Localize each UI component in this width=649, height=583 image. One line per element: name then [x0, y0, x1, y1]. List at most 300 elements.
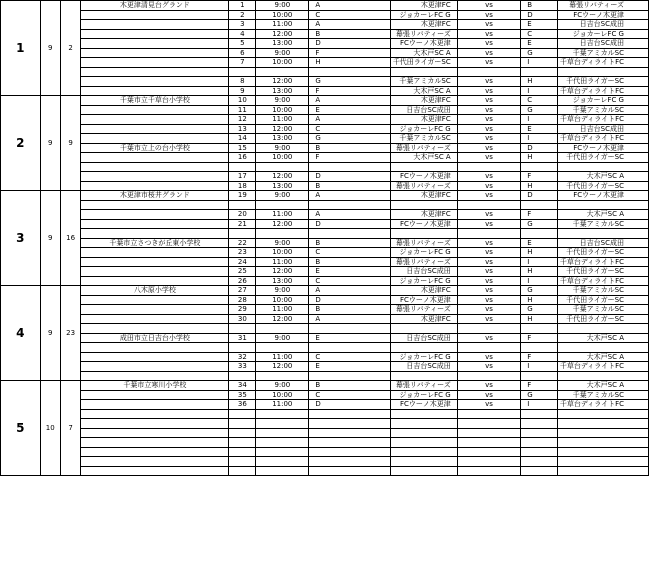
vs-label: vs — [457, 96, 520, 106]
away-team — [557, 447, 648, 457]
match-number: 33 — [229, 362, 256, 372]
away-team: 日吉台SC成田 — [557, 20, 648, 30]
kickoff-time: 12:00 — [256, 314, 309, 324]
vs-label: vs — [457, 295, 520, 305]
home-team — [390, 162, 457, 172]
match-number: 12 — [229, 115, 256, 125]
away-team: 千代田ライガーSC — [557, 267, 648, 277]
away-team: 大木戸SC A — [557, 172, 648, 182]
away-group: H — [521, 267, 558, 277]
match-number: 16 — [229, 153, 256, 163]
away-team: 大木戸SC A — [557, 333, 648, 343]
vs-label: vs — [457, 115, 520, 125]
vs-label: vs — [457, 39, 520, 49]
match-number: 27 — [229, 286, 256, 296]
away-team: 千代田ライガーSC — [557, 153, 648, 163]
table-row — [1, 390, 649, 400]
away-team — [557, 438, 648, 448]
match-number — [229, 466, 256, 476]
venue-name — [81, 419, 229, 429]
away-group: G — [521, 219, 558, 229]
venue-name — [81, 134, 229, 144]
away-team — [557, 324, 648, 334]
round-month: 9 — [40, 96, 60, 191]
away-team: 大木戸SC A — [557, 210, 648, 220]
venue-name — [81, 248, 229, 258]
home-team: 千代田ライガーSC — [390, 58, 457, 68]
venue-name — [81, 400, 229, 410]
match-number — [229, 409, 256, 419]
vs-label: vs — [457, 105, 520, 115]
vs-label: vs — [457, 352, 520, 362]
kickoff-time — [256, 229, 309, 239]
table-row — [1, 286, 649, 296]
kickoff-time — [256, 419, 309, 429]
away-group: I — [521, 362, 558, 372]
venue-name: 八木原小学校 — [81, 286, 229, 296]
away-group — [521, 343, 558, 353]
home-team: 木更津FC — [390, 1, 457, 11]
kickoff-time — [256, 457, 309, 467]
away-team — [557, 428, 648, 438]
match-number: 13 — [229, 124, 256, 134]
table-row — [1, 295, 649, 305]
vs-label: vs — [457, 333, 520, 343]
kickoff-time — [256, 200, 309, 210]
kickoff-time — [256, 438, 309, 448]
away-group: I — [521, 86, 558, 96]
home-team: ジョカーレFC G — [390, 276, 457, 286]
vs-label — [457, 67, 520, 77]
venue-name — [81, 428, 229, 438]
match-number: 9 — [229, 86, 256, 96]
away-group: I — [521, 134, 558, 144]
venue-name — [81, 39, 229, 49]
home-team: 木更津FC — [390, 115, 457, 125]
match-number: 22 — [229, 238, 256, 248]
match-number: 31 — [229, 333, 256, 343]
match-number: 29 — [229, 305, 256, 315]
vs-label — [457, 447, 520, 457]
kickoff-time: 11:00 — [256, 115, 309, 125]
home-team: ジョカーレFC G — [390, 248, 457, 258]
venue-name: 木更津清見台グランド — [81, 1, 229, 11]
round-number: 2 — [1, 96, 41, 191]
home-group — [309, 371, 390, 381]
match-number: 5 — [229, 39, 256, 49]
match-number: 19 — [229, 191, 256, 201]
home-group: G — [309, 134, 390, 144]
round-month: 10 — [40, 381, 60, 476]
venue-name — [81, 86, 229, 96]
home-group: E — [309, 333, 390, 343]
away-team: 千草台ディライトFC — [557, 362, 648, 372]
away-group — [521, 200, 558, 210]
home-team: 日吉台SC成田 — [390, 105, 457, 115]
venue-name: 成田市立日吉台小学校 — [81, 333, 229, 343]
home-group: F — [309, 86, 390, 96]
vs-label — [457, 438, 520, 448]
home-team: 幕張リバティーズ — [390, 381, 457, 391]
home-group: C — [309, 276, 390, 286]
vs-label: vs — [457, 77, 520, 87]
match-number — [229, 447, 256, 457]
away-team: 千草台ディライトFC — [557, 276, 648, 286]
table-row — [1, 238, 649, 248]
round-day: 7 — [60, 381, 80, 476]
match-number — [229, 457, 256, 467]
home-team — [390, 428, 457, 438]
home-group: C — [309, 390, 390, 400]
home-team — [390, 229, 457, 239]
vs-label: vs — [457, 305, 520, 315]
match-number — [229, 419, 256, 429]
match-number: 20 — [229, 210, 256, 220]
match-number: 4 — [229, 29, 256, 39]
venue-name: 千葉市立寒川小学校 — [81, 381, 229, 391]
vs-label: vs — [457, 286, 520, 296]
home-team — [390, 67, 457, 77]
away-group: C — [521, 29, 558, 39]
home-group: F — [309, 153, 390, 163]
away-group: E — [521, 238, 558, 248]
away-group: I — [521, 115, 558, 125]
vs-label: vs — [457, 276, 520, 286]
table-row — [1, 371, 649, 381]
away-team — [557, 409, 648, 419]
home-group: C — [309, 352, 390, 362]
kickoff-time: 12:00 — [256, 267, 309, 277]
venue-name — [81, 257, 229, 267]
home-team: FCウーノ木更津 — [390, 295, 457, 305]
home-team: ジョカーレFC G — [390, 10, 457, 20]
away-group — [521, 324, 558, 334]
match-number: 36 — [229, 400, 256, 410]
away-team: FCウーノ木更津 — [557, 191, 648, 201]
match-number — [229, 162, 256, 172]
match-number: 14 — [229, 134, 256, 144]
match-number: 32 — [229, 352, 256, 362]
vs-label: vs — [457, 181, 520, 191]
home-team: 幕張リバティーズ — [390, 29, 457, 39]
vs-label: vs — [457, 124, 520, 134]
kickoff-time: 11:00 — [256, 257, 309, 267]
table-row — [1, 96, 649, 106]
away-team: 千草台ディライトFC — [557, 58, 648, 68]
venue-name — [81, 172, 229, 182]
home-group: B — [309, 238, 390, 248]
kickoff-time: 11:00 — [256, 210, 309, 220]
home-team: 木更津FC — [390, 191, 457, 201]
kickoff-time: 9:00 — [256, 381, 309, 391]
kickoff-time: 11:00 — [256, 305, 309, 315]
away-group: H — [521, 314, 558, 324]
away-team: 千葉アミカルSC — [557, 48, 648, 58]
away-group — [521, 438, 558, 448]
schedule-body — [1, 1, 649, 476]
away-team: 日吉台SC成田 — [557, 124, 648, 134]
away-team: 千葉アミカルSC — [557, 305, 648, 315]
table-row — [1, 86, 649, 96]
home-group: D — [309, 400, 390, 410]
venue-name — [81, 29, 229, 39]
venue-name — [81, 124, 229, 134]
away-team: 千代田ライガーSC — [557, 77, 648, 87]
away-group: E — [521, 124, 558, 134]
home-team — [390, 419, 457, 429]
away-team: 千葉アミカルSC — [557, 390, 648, 400]
kickoff-time — [256, 67, 309, 77]
venue-name — [81, 10, 229, 20]
vs-label: vs — [457, 29, 520, 39]
kickoff-time: 12:00 — [256, 29, 309, 39]
venue-name — [81, 219, 229, 229]
home-group: A — [309, 314, 390, 324]
table-row — [1, 77, 649, 87]
home-group — [309, 457, 390, 467]
away-group — [521, 162, 558, 172]
away-team: 千葉アミカルSC — [557, 105, 648, 115]
away-team: 日吉台SC成田 — [557, 39, 648, 49]
venue-name — [81, 438, 229, 448]
table-row — [1, 229, 649, 239]
venue-name: 千葉市立さつきが丘東小学校 — [81, 238, 229, 248]
away-group: I — [521, 58, 558, 68]
kickoff-time — [256, 162, 309, 172]
home-group — [309, 419, 390, 429]
away-team: 千代田ライガーSC — [557, 314, 648, 324]
home-team: 大木戸SC A — [390, 48, 457, 58]
away-group: D — [521, 191, 558, 201]
venue-name — [81, 20, 229, 30]
venue-name — [81, 267, 229, 277]
table-row — [1, 409, 649, 419]
away-team — [557, 343, 648, 353]
kickoff-time: 9:00 — [256, 143, 309, 153]
away-group — [521, 229, 558, 239]
vs-label: vs — [457, 267, 520, 277]
away-group: H — [521, 248, 558, 258]
kickoff-time: 13:00 — [256, 39, 309, 49]
away-group: D — [521, 143, 558, 153]
away-group: H — [521, 295, 558, 305]
round-number: 1 — [1, 1, 41, 96]
match-number: 7 — [229, 58, 256, 68]
table-row — [1, 153, 649, 163]
venue-name — [81, 314, 229, 324]
table-row — [1, 20, 649, 30]
away-team — [557, 371, 648, 381]
vs-label: vs — [457, 381, 520, 391]
home-group: A — [309, 191, 390, 201]
round-day: 9 — [60, 96, 80, 191]
venue-name — [81, 371, 229, 381]
home-group — [309, 409, 390, 419]
match-number — [229, 67, 256, 77]
match-number: 2 — [229, 10, 256, 20]
home-group: H — [309, 58, 390, 68]
kickoff-time: 11:00 — [256, 400, 309, 410]
table-row — [1, 29, 649, 39]
kickoff-time: 12:00 — [256, 362, 309, 372]
away-team: FCウーノ木更津 — [557, 10, 648, 20]
vs-label — [457, 466, 520, 476]
vs-label: vs — [457, 20, 520, 30]
table-row — [1, 162, 649, 172]
venue-name — [81, 210, 229, 220]
away-team: 幕張リバティーズ — [557, 1, 648, 11]
table-row — [1, 333, 649, 343]
table-row — [1, 343, 649, 353]
venue-name — [81, 447, 229, 457]
away-group: E — [521, 39, 558, 49]
home-team: 幕張リバティーズ — [390, 238, 457, 248]
away-team: 大木戸SC A — [557, 352, 648, 362]
venue-name — [81, 181, 229, 191]
venue-name — [81, 67, 229, 77]
venue-name — [81, 409, 229, 419]
home-group: C — [309, 124, 390, 134]
match-number: 24 — [229, 257, 256, 267]
kickoff-time: 9:00 — [256, 238, 309, 248]
venue-name — [81, 229, 229, 239]
away-team: 千葉アミカルSC — [557, 219, 648, 229]
venue-name — [81, 115, 229, 125]
home-team — [390, 447, 457, 457]
kickoff-time: 10:00 — [256, 390, 309, 400]
table-row — [1, 10, 649, 20]
vs-label — [457, 200, 520, 210]
match-number: 23 — [229, 248, 256, 258]
away-group: G — [521, 305, 558, 315]
vs-label — [457, 343, 520, 353]
home-group: A — [309, 115, 390, 125]
vs-label: vs — [457, 390, 520, 400]
kickoff-time: 13:00 — [256, 181, 309, 191]
venue-name — [81, 153, 229, 163]
table-row — [1, 305, 649, 315]
table-row — [1, 219, 649, 229]
vs-label — [457, 428, 520, 438]
kickoff-time: 12:00 — [256, 124, 309, 134]
vs-label: vs — [457, 191, 520, 201]
home-group: C — [309, 248, 390, 258]
home-group: A — [309, 210, 390, 220]
vs-label — [457, 162, 520, 172]
vs-label: vs — [457, 10, 520, 20]
vs-label — [457, 457, 520, 467]
venue-name — [81, 305, 229, 315]
kickoff-time: 10:00 — [256, 153, 309, 163]
away-team: ジョカーレFC G — [557, 96, 648, 106]
away-group: B — [521, 1, 558, 11]
kickoff-time: 12:00 — [256, 77, 309, 87]
vs-label: vs — [457, 362, 520, 372]
table-row — [1, 362, 649, 372]
home-group — [309, 324, 390, 334]
home-group: A — [309, 1, 390, 11]
away-team — [557, 419, 648, 429]
away-team: 千代田ライガーSC — [557, 181, 648, 191]
home-group — [309, 428, 390, 438]
home-team: 幕張リバティーズ — [390, 181, 457, 191]
home-team: 木更津FC — [390, 96, 457, 106]
venue-name — [81, 390, 229, 400]
kickoff-time: 13:00 — [256, 134, 309, 144]
home-team: 幕張リバティーズ — [390, 257, 457, 267]
away-group — [521, 371, 558, 381]
match-number: 3 — [229, 20, 256, 30]
table-row — [1, 210, 649, 220]
venue-name — [81, 457, 229, 467]
away-group — [521, 428, 558, 438]
match-number: 28 — [229, 295, 256, 305]
home-team: FCウーノ木更津 — [390, 400, 457, 410]
home-group: A — [309, 286, 390, 296]
away-team: 大木戸SC A — [557, 381, 648, 391]
match-number: 8 — [229, 77, 256, 87]
away-team — [557, 466, 648, 476]
round-number: 3 — [1, 191, 41, 286]
table-row — [1, 419, 649, 429]
match-number: 17 — [229, 172, 256, 182]
home-group: B — [309, 381, 390, 391]
table-row — [1, 447, 649, 457]
table-row — [1, 352, 649, 362]
kickoff-time: 10:00 — [256, 58, 309, 68]
home-team: ジョカーレFC G — [390, 124, 457, 134]
venue-name — [81, 352, 229, 362]
home-team: 木更津FC — [390, 20, 457, 30]
home-team: 千葉アミカルSC — [390, 134, 457, 144]
away-team: 千草台ディライトFC — [557, 400, 648, 410]
home-group — [309, 466, 390, 476]
home-group: C — [309, 10, 390, 20]
home-group — [309, 162, 390, 172]
table-row — [1, 115, 649, 125]
home-group: D — [309, 219, 390, 229]
kickoff-time — [256, 371, 309, 381]
away-team: 千草台ディライトFC — [557, 115, 648, 125]
home-group: G — [309, 77, 390, 87]
vs-label — [457, 371, 520, 381]
venue-name — [81, 58, 229, 68]
away-group: D — [521, 10, 558, 20]
away-group: E — [521, 20, 558, 30]
home-team: 木更津FC — [390, 286, 457, 296]
away-group: F — [521, 210, 558, 220]
away-team — [557, 162, 648, 172]
match-number — [229, 200, 256, 210]
kickoff-time: 9:00 — [256, 286, 309, 296]
away-group: F — [521, 333, 558, 343]
away-group: H — [521, 153, 558, 163]
round-month: 9 — [40, 286, 60, 381]
round-day: 16 — [60, 191, 80, 286]
home-team: 大木戸SC A — [390, 86, 457, 96]
home-team: ジョカーレFC G — [390, 352, 457, 362]
away-team: 千草台ディライトFC — [557, 134, 648, 144]
home-group: B — [309, 305, 390, 315]
venue-name — [81, 48, 229, 58]
venue-name — [81, 77, 229, 87]
kickoff-time: 13:00 — [256, 86, 309, 96]
venue-name — [81, 276, 229, 286]
away-group: F — [521, 381, 558, 391]
match-number — [229, 343, 256, 353]
home-team: 日吉台SC成田 — [390, 333, 457, 343]
table-row — [1, 143, 649, 153]
